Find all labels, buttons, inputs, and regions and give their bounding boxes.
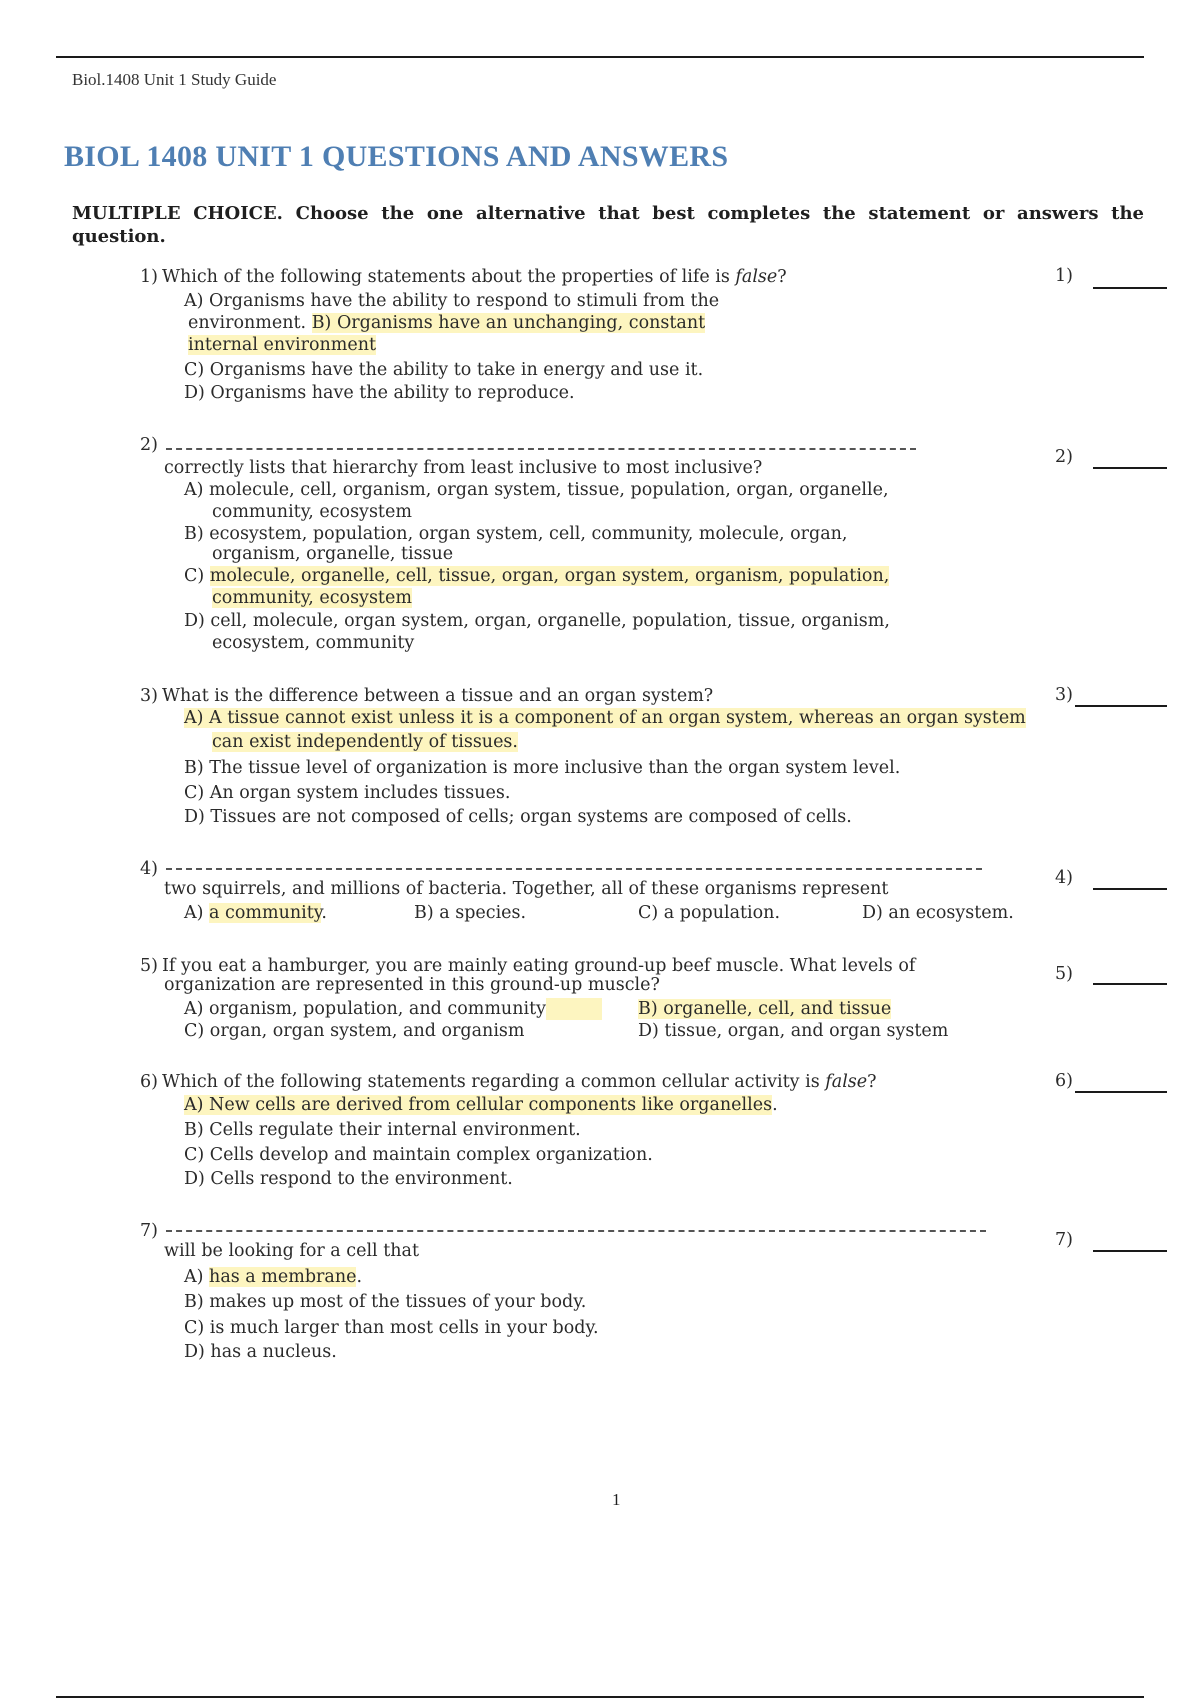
option-c: C) An organ system includes tissues. (184, 783, 511, 803)
option-d: D) Organisms have the ability to reproduce. (184, 383, 575, 403)
option-d: D) tissue, organ, and organ system (638, 1021, 949, 1041)
highlighted-answer: a community (209, 903, 322, 923)
footer-rule (56, 1696, 1144, 1698)
option-b: B) a species. (414, 903, 527, 923)
answer-blank[interactable] (1093, 888, 1167, 890)
question-5-stem: 5) If you eat a hamburger, you are mainly eating ground-up beef muscle. What levels of (140, 956, 916, 976)
question-number: 1) (140, 267, 158, 287)
question-number: 6) (140, 1072, 158, 1092)
option-a-continued: environment. B) Organisms have an unchanging, constant (188, 313, 706, 333)
instructions: MULTIPLE CHOICE. Choose the one alternative that best completes the statement or answers the question. (72, 203, 1144, 247)
question-number: 5) (140, 956, 158, 976)
question-6-stem: 6) Which of the following statements regarding a common cellular activity is false? (140, 1072, 877, 1092)
question-1-stem: 1) Which of the following statements about the properties of life is false? (140, 267, 787, 287)
question-2-stem: correctly lists that hierarchy from least inclusive to most inclusive? (164, 458, 763, 478)
question-4-stem: two squirrels, and millions of bacteria. Together, all of these organisms represent (164, 879, 889, 899)
option-a: A) a community. (184, 903, 327, 923)
option-c: C) molecule, organelle, cell, tissue, organ, organ system, organism, population, (184, 566, 890, 586)
option-d: D) Tissues are not composed of cells; organ systems are composed of cells. (184, 807, 852, 827)
option-b-highlighted: B) organelle, cell, and tissue (638, 999, 892, 1019)
header-rule (56, 56, 1144, 58)
option-a: A) Organisms have the ability to respond to stimuli from the (184, 291, 720, 311)
question-7-stem: will be looking for a cell that (164, 1241, 419, 1261)
option-a: A) organism, population, and community (184, 998, 602, 1020)
highlighted-answer: B) Organisms have an unchanging, constant (311, 313, 706, 333)
cropped-text-line (166, 868, 982, 876)
question-number: 3) (140, 686, 158, 706)
answer-blank[interactable] (1093, 287, 1167, 289)
answer-number: 4) (1055, 868, 1073, 888)
option-d-continued: ecosystem, community (212, 633, 415, 653)
highlighted-answer-continued: internal environment (188, 335, 377, 355)
highlighted-answer: molecule, organelle, cell, tissue, organ, organ system, organism, population, (209, 566, 890, 586)
cropped-text-line (166, 448, 916, 456)
highlighted-answer-continued: community, ecosystem (212, 588, 412, 608)
page-title: BIOL 1408 UNIT 1 QUESTIONS AND ANSWERS (64, 140, 729, 173)
option-d: D) an ecosystem. (862, 903, 1014, 923)
answer-blank[interactable] (1093, 983, 1167, 985)
option-b: B) makes up most of the tissues of your body. (184, 1292, 587, 1312)
option-c: C) Organisms have the ability to take in energy and use it. (184, 360, 704, 380)
question-5-stem-continued: organization are represented in this ground-up muscle? (164, 975, 660, 995)
running-header: Biol.1408 Unit 1 Study Guide (72, 70, 277, 89)
answer-number: 6) (1055, 1071, 1073, 1091)
option-c: C) organ, organ system, and organism (184, 1021, 525, 1041)
cropped-text-line (166, 1230, 986, 1238)
option-c: C) is much larger than most cells in your body. (184, 1318, 599, 1338)
question-7-number: 7) (140, 1221, 158, 1241)
question-4-number: 4) (140, 859, 158, 879)
option-a-highlighted: A) A tissue cannot exist unless it is a component of an organ system, whereas an organ system (184, 708, 1026, 728)
answer-blank[interactable] (1093, 467, 1167, 469)
answer-blank[interactable] (1093, 1250, 1167, 1252)
option-d: D) cell, molecule, organ system, organ, organelle, population, tissue, organism, (184, 611, 890, 631)
question-2-number: 2) (140, 435, 158, 455)
option-a-continued: can exist independently of tissues. (212, 732, 518, 752)
option-a-continued: community, ecosystem (212, 502, 412, 522)
option-b: B) The tissue level of organization is more inclusive than the organ system level. (184, 758, 901, 778)
answer-number: 2) (1055, 447, 1073, 467)
answer-blank[interactable] (1075, 1091, 1167, 1093)
option-c: C) a population. (638, 903, 781, 923)
option-d: D) has a nucleus. (184, 1342, 337, 1362)
option-a-highlighted: A) New cells are derived from cellular components like organelles. (184, 1095, 778, 1115)
option-d: D) Cells respond to the environment. (184, 1169, 513, 1189)
option-b: B) ecosystem, population, organ system, cell, community, molecule, organ, (184, 524, 848, 544)
option-a: A) molecule, cell, organism, organ system, tissue, population, organ, organelle, (184, 480, 889, 500)
option-c: C) Cells develop and maintain complex organization. (184, 1145, 653, 1165)
answer-number: 3) (1055, 685, 1073, 705)
option-a: A) has a membrane. (184, 1267, 363, 1287)
option-b: B) Cells regulate their internal environment. (184, 1120, 581, 1140)
option-b-continued: organism, organelle, tissue (212, 544, 454, 564)
answer-number: 7) (1055, 1230, 1073, 1250)
highlighted-answer: has a membrane (209, 1267, 357, 1287)
page-number: 1 (612, 1490, 621, 1509)
answer-number: 5) (1055, 964, 1073, 984)
answer-number: 1) (1055, 266, 1073, 286)
question-3-stem: 3) What is the difference between a tissue and an organ system? (140, 686, 714, 706)
answer-blank[interactable] (1075, 705, 1167, 707)
